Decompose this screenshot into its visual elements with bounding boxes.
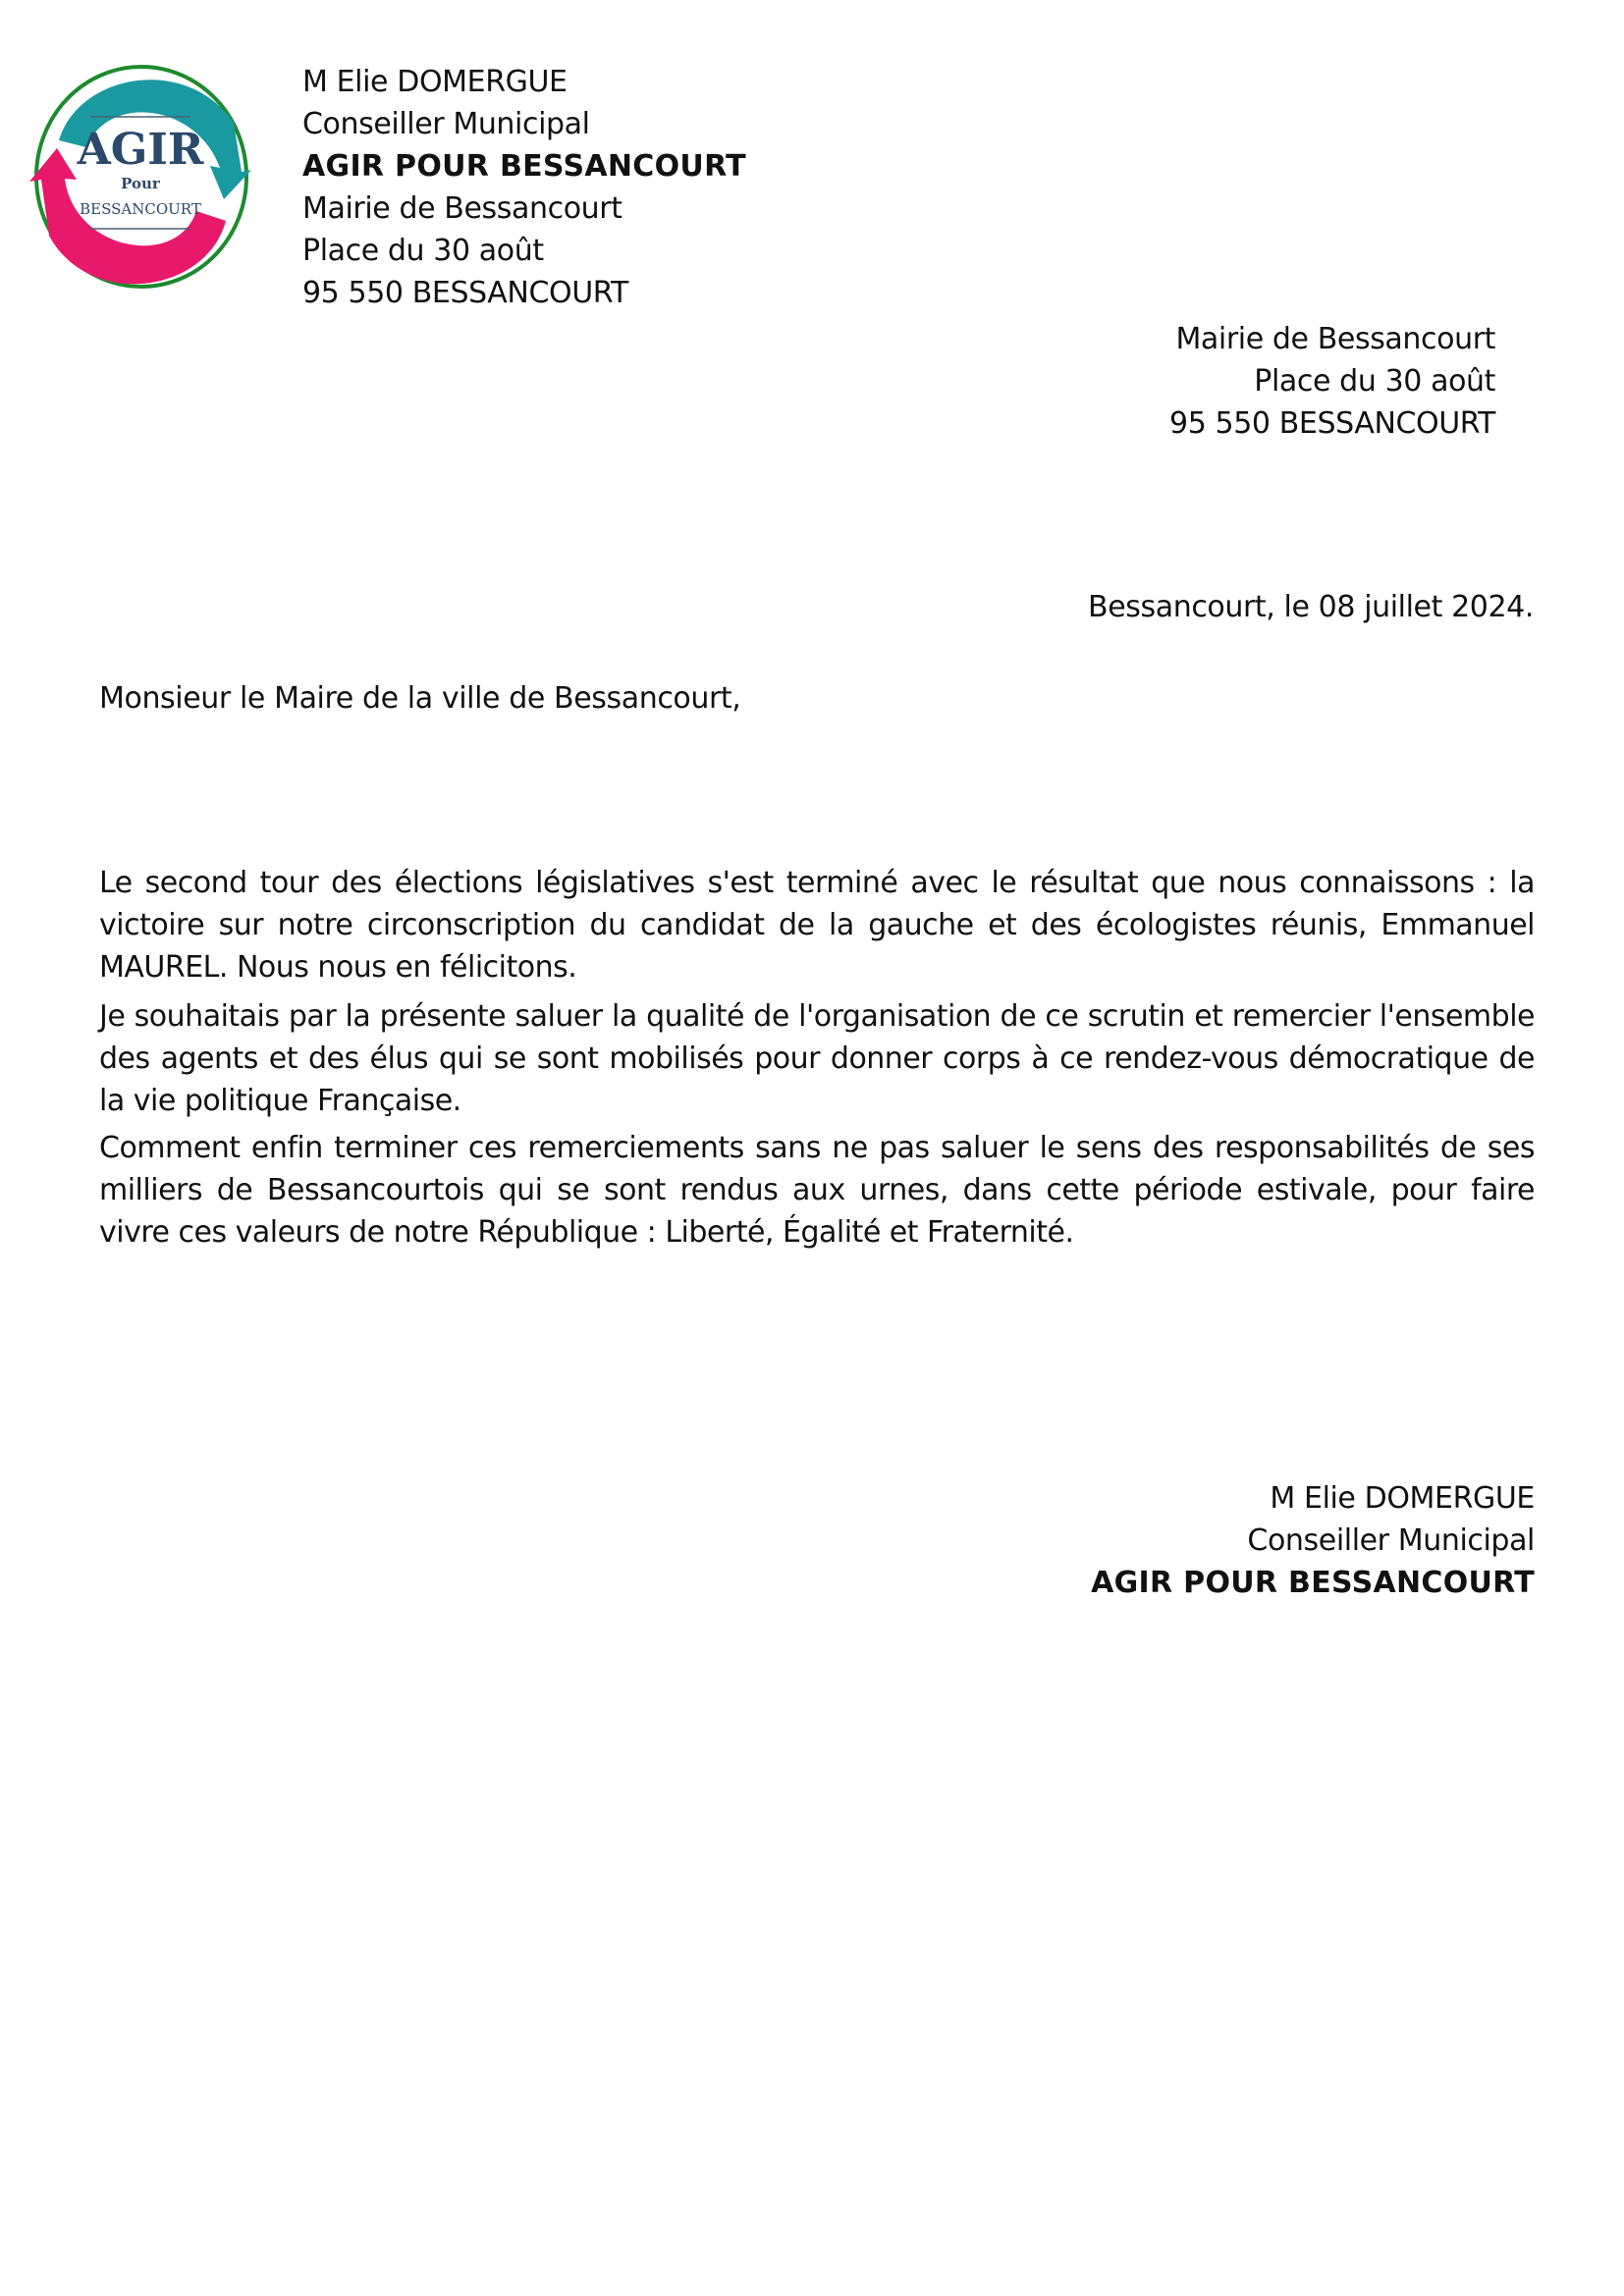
body-paragraph-1 [99,862,1535,988]
signature-organization: AGIR POUR BESSANCOURT [1091,1566,1535,1600]
logo-title: AGIR [77,125,204,175]
recipient-address-line-3: 95 550 BESSANCOURT [1169,406,1495,441]
sender-address-line-1: Mairie de Bessancourt [302,191,623,226]
recipient-address-line-1: Mairie de Bessancourt [1175,322,1495,356]
recipient-address-line-2: Place du 30 août [1254,364,1495,399]
signature-block [1091,1477,1535,1604]
sender-name: M Elie DOMERGUE [302,65,568,99]
signature-title: Conseiller Municipal [1247,1523,1535,1558]
paragraph-text: Le second tour des élections législatives s'est terminé avec le résultat que nous connaissons : la victoire sur notre circonscription du candidat de la gauche et des écologistes réunis, Emmanuel MAUREL. Nous nous en félicitons. [99,866,1535,985]
body-paragraph-2 [99,995,1535,1122]
logo-name: BESSANCOURT [80,200,201,218]
sender-title: Conseiller Municipal [302,107,590,141]
recipient-address-block [1169,318,1495,445]
paragraph-text: Je souhaitais par la présente saluer la qualité de l'organisation de ce scrutin et remercier l'ensemble des agents et des élus qui se sont mobilisés pour donner corps à ce rendez-vous démocratique de la vie politique Française. [99,999,1535,1118]
salutation: Monsieur le Maire de la ville de Bessancourt, [99,681,741,716]
agir-pour-bessancourt-logo [20,54,261,299]
logo-graphic [20,54,261,299]
sender-address-block [302,61,746,314]
paragraph-text: Comment enfin terminer ces remerciements sans ne pas saluer le sens des responsabilités de ses milliers de Bessancourtois qui se sont rendus aux urnes, dans cette période estivale, pour faire vivre ces valeurs de notre République : Liberté, Égalité et Fraternité. [99,1131,1535,1250]
logo-subtitle: Pour [121,175,160,192]
letter-date: Bessancourt, le 08 juillet 2024. [1088,590,1534,624]
signature-name: M Elie DOMERGUE [1270,1481,1535,1516]
body-paragraph-3 [99,1127,1535,1254]
sender-organization: AGIR POUR BESSANCOURT [302,149,746,184]
sender-address-line-2: Place du 30 août [302,234,544,268]
sender-address-line-3: 95 550 BESSANCOURT [302,276,628,310]
